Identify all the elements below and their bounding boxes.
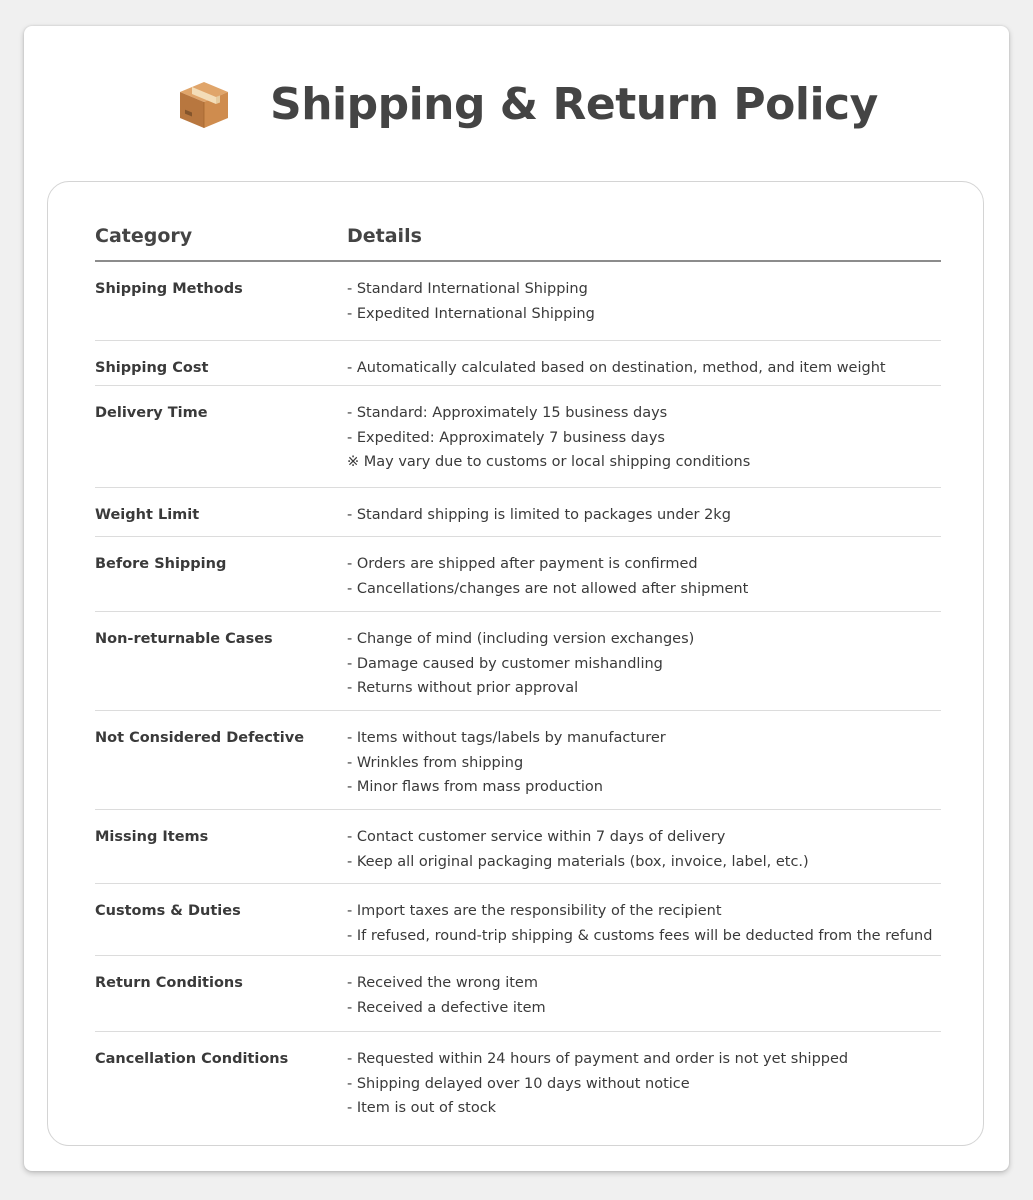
table-row — [95, 711, 941, 810]
policy-table — [95, 212, 941, 1142]
table-row — [95, 488, 941, 537]
policy-card — [24, 26, 1009, 1171]
row-details — [347, 971, 941, 1031]
detail-line: - Expedited International Shipping — [347, 305, 595, 322]
row-category: Before Shipping — [95, 556, 227, 572]
detail-line: - Minor flaws from mass production — [347, 779, 603, 796]
detail-line: - Automatically calculated based on destination, method, and item weight — [347, 360, 886, 376]
row-category: Not Considered Defective — [95, 730, 305, 746]
package-box-icon — [176, 76, 232, 132]
row-category: Shipping Cost — [95, 360, 209, 376]
row-category: Shipping Methods — [95, 281, 243, 297]
row-category: Customs & Duties — [95, 903, 241, 919]
detail-line: - Received the wrong item — [347, 975, 538, 991]
detail-line: - Standard International Shipping — [347, 281, 588, 297]
detail-line: - Keep all original packaging materials (box, invoice, label, etc.) — [347, 853, 809, 870]
row-details — [347, 726, 941, 809]
detail-line: - Returns without prior approval — [347, 680, 579, 697]
detail-line: - Orders are shipped after payment is confirmed — [347, 556, 698, 572]
detail-line: - Standard shipping is limited to packages under 2kg — [347, 507, 731, 523]
table-row — [95, 810, 941, 884]
table-body — [95, 262, 941, 1142]
detail-line: - Contact customer service within 7 days of delivery — [347, 829, 726, 845]
row-details — [347, 899, 941, 955]
row-details — [347, 401, 941, 487]
detail-line: - Requested within 24 hours of payment and order is not yet shipped — [347, 1051, 849, 1067]
row-details — [347, 356, 941, 385]
column-header-category: Category — [95, 225, 193, 247]
page-title: Shipping & Return Policy — [270, 78, 878, 130]
row-details — [347, 1047, 941, 1142]
table-row — [95, 884, 941, 956]
detail-line: - Shipping delayed over 10 days without notice — [347, 1075, 690, 1092]
row-category: Missing Items — [95, 829, 209, 845]
row-category: Delivery Time — [95, 405, 208, 421]
table-row — [95, 537, 941, 612]
row-details — [347, 825, 941, 883]
detail-line: - Received a defective item — [347, 999, 546, 1016]
column-header-details: Details — [347, 225, 422, 247]
table-row — [95, 956, 941, 1032]
detail-line: - Damage caused by customer mishandling — [347, 655, 663, 672]
table-row — [95, 262, 941, 341]
detail-line: - Standard: Approximately 15 business days — [347, 405, 668, 421]
detail-line: - Items without tags/labels by manufacturer — [347, 730, 666, 746]
row-category: Weight Limit — [95, 507, 200, 523]
table-row — [95, 341, 941, 386]
table-row — [95, 386, 941, 488]
page-header — [176, 72, 878, 136]
table-row — [95, 612, 941, 711]
detail-line: - Wrinkles from shipping — [347, 754, 524, 771]
row-details — [347, 503, 941, 536]
detail-line: - Item is out of stock — [347, 1100, 497, 1117]
detail-line: - Import taxes are the responsibility of the recipient — [347, 903, 722, 919]
row-category: Return Conditions — [95, 975, 243, 991]
detail-line: ※ May vary due to customs or local shipping conditions — [347, 454, 751, 471]
table-header — [95, 212, 941, 262]
table-row — [95, 1032, 941, 1142]
detail-line: - Change of mind (including version exchanges) — [347, 631, 695, 647]
policy-table-panel — [47, 181, 984, 1146]
row-details — [347, 277, 941, 340]
detail-line: - If refused, round-trip shipping & customs fees will be deducted from the refund — [347, 927, 933, 944]
row-category: Cancellation Conditions — [95, 1051, 289, 1067]
row-details — [347, 627, 941, 710]
detail-line: - Expedited: Approximately 7 business days — [347, 429, 665, 446]
row-category: Non-returnable Cases — [95, 631, 273, 647]
detail-line: - Cancellations/changes are not allowed after shipment — [347, 580, 749, 597]
row-details — [347, 552, 941, 611]
